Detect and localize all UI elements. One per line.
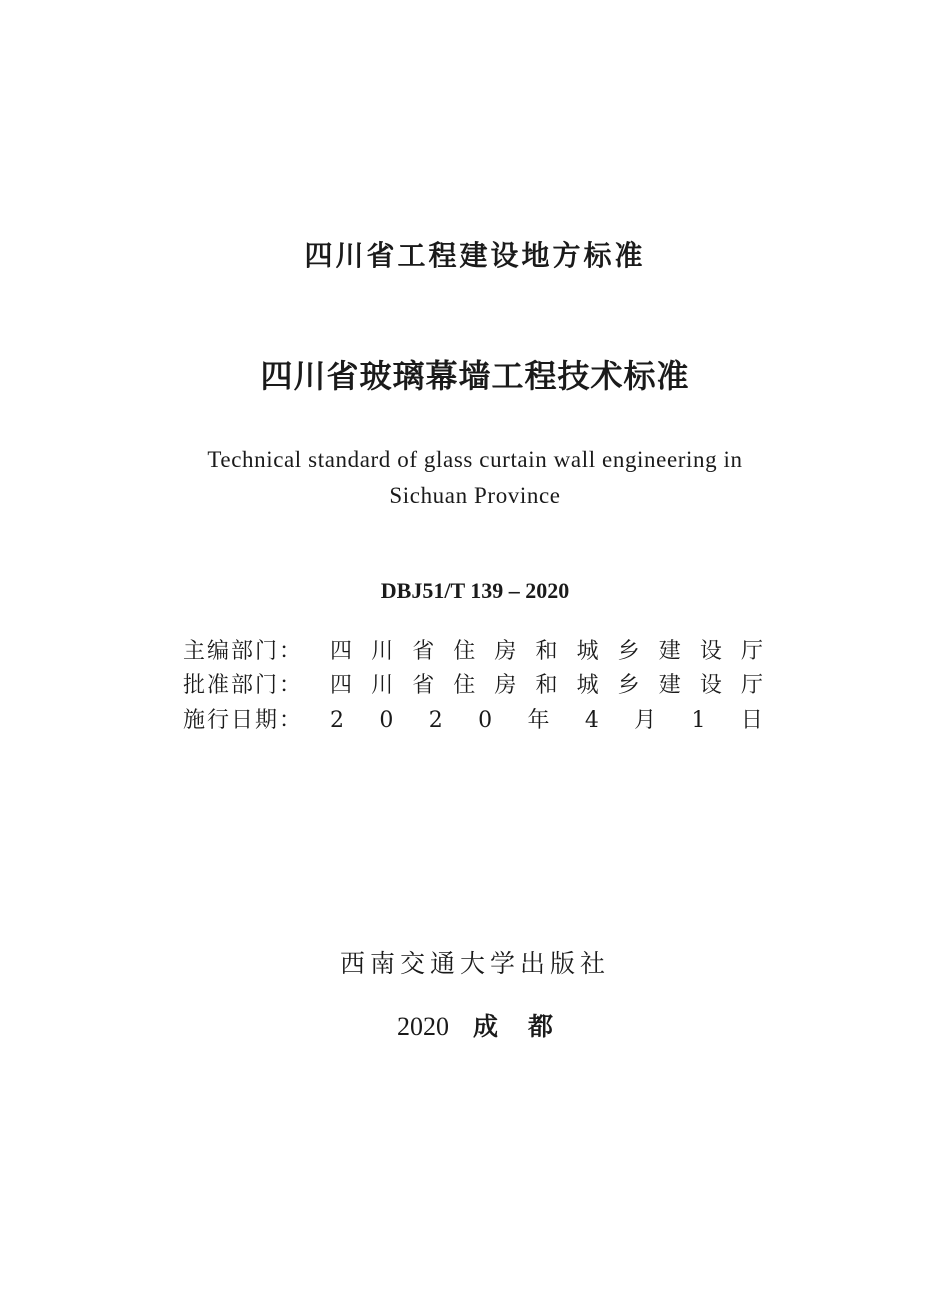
char: 四 <box>330 673 353 698</box>
char: 和 <box>535 639 558 664</box>
char: 厅 <box>740 673 763 698</box>
title-chinese: 四川省玻璃幕墙工程技术标准 <box>260 357 690 395</box>
series-title: 四川省工程建设地方标准 <box>304 239 646 272</box>
effective-date-value <box>330 705 763 737</box>
char: 0 <box>379 708 394 733</box>
imprint-city: 成都 <box>472 1012 583 1041</box>
char: 乡 <box>617 639 640 664</box>
char: 和 <box>535 673 558 698</box>
imprint <box>0 1009 950 1045</box>
char: 川 <box>371 639 394 664</box>
char: 乡 <box>617 673 640 698</box>
char: 四 <box>330 639 353 664</box>
char: 2 <box>330 708 344 733</box>
char: 城 <box>576 673 599 698</box>
char: 省 <box>412 673 435 698</box>
char: 月 <box>634 708 657 733</box>
char: 2 <box>428 708 443 733</box>
title-english-line-1: Technical standard of glass curtain wall engineering in <box>207 447 743 472</box>
editor-department-label: 主编部门： <box>183 639 304 664</box>
editor-department-value <box>330 636 763 668</box>
effective-date-row <box>183 705 773 737</box>
char: 住 <box>453 639 476 664</box>
char: 川 <box>371 673 394 698</box>
char: 建 <box>658 673 681 698</box>
char: 住 <box>453 673 476 698</box>
char: 1 <box>691 708 706 733</box>
editor-department-row <box>183 636 773 668</box>
char: 建 <box>658 639 681 664</box>
char: 厅 <box>740 639 763 664</box>
char: 年 <box>527 708 550 733</box>
title-english <box>0 442 950 514</box>
effective-date-label: 施行日期： <box>183 708 304 733</box>
char: 日 <box>740 708 763 733</box>
char: 城 <box>576 639 599 664</box>
publisher-name: 西南交通大学出版社 <box>339 949 610 978</box>
imprint-year: 2020 <box>396 1012 449 1041</box>
char: 设 <box>699 639 722 664</box>
char: 省 <box>412 639 435 664</box>
approving-department-row <box>183 670 773 702</box>
title-english-line-2: Sichuan Province <box>389 483 561 508</box>
char: 0 <box>478 708 493 733</box>
char: 房 <box>494 673 517 698</box>
char: 房 <box>494 639 517 664</box>
approving-department-value <box>330 670 763 702</box>
char: 4 <box>584 708 599 733</box>
approving-department-label: 批准部门： <box>183 673 304 698</box>
standard-code: DBJ51/T 139 – 2020 <box>380 578 570 603</box>
char: 设 <box>699 673 722 698</box>
